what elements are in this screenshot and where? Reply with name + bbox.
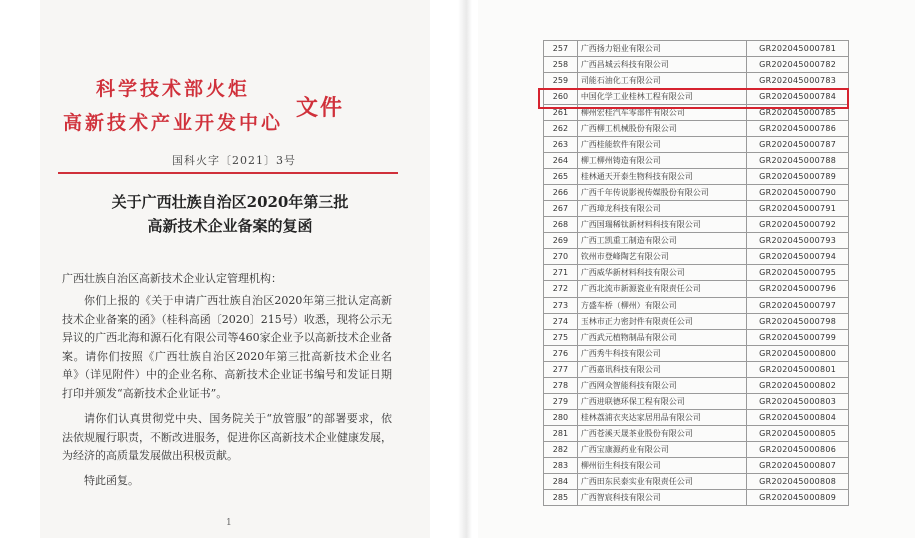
company-name: 广西北流市新源瓷业有限责任公司	[577, 281, 746, 297]
row-number: 280	[544, 409, 578, 425]
certificate-code: GR202045000781	[747, 41, 849, 57]
table-row	[544, 313, 849, 329]
document-number: 国科火字〔2021〕3号	[172, 154, 296, 167]
table-row	[544, 425, 849, 441]
company-name: 柳州宏桂汽车零部件有限公司	[577, 105, 746, 121]
row-number: 277	[544, 361, 578, 377]
row-number: 271	[544, 265, 578, 281]
table-row	[544, 201, 849, 217]
page-divider	[458, 0, 472, 538]
table-row	[544, 185, 849, 201]
page-number: 1	[226, 518, 232, 528]
company-name: 柳工柳州铸造有限公司	[577, 153, 746, 169]
certificate-code: GR202045000793	[747, 233, 849, 249]
red-rule-divider	[58, 172, 398, 174]
table-row	[544, 377, 849, 393]
company-name: 广西威华新材料科技有限公司	[577, 265, 746, 281]
row-number: 284	[544, 473, 578, 489]
table-row	[544, 169, 849, 185]
company-name: 广西嘉讯科技有限公司	[577, 361, 746, 377]
company-name: 广西国瑞稀钛新材料科技有限公司	[577, 217, 746, 233]
certificate-code: GR202045000789	[747, 169, 849, 185]
issuer-header	[58, 72, 288, 140]
body-paragraph-2: 请你们认真贯彻党中央、国务院关于“放管服”的部署要求，依法依规履行职责，不断改进服务，促进你区高新技术企业健康发展，为经济的高质量发展做出积极贡献。	[62, 412, 392, 462]
row-number: 278	[544, 377, 578, 393]
row-number: 261	[544, 105, 578, 121]
company-name: 广西柳工机械股份有限公司	[577, 121, 746, 137]
table-row	[544, 473, 849, 489]
title-line-1: 关于广西壮族自治区2020年第三批	[111, 193, 349, 211]
row-number: 266	[544, 185, 578, 201]
certificate-code: GR202045000803	[747, 393, 849, 409]
row-number: 283	[544, 457, 578, 473]
certificate-code: GR202045000782	[747, 57, 849, 73]
certificate-code: GR202045000802	[747, 377, 849, 393]
highlight-box	[538, 88, 849, 109]
row-number: 258	[544, 57, 578, 73]
table-row	[544, 281, 849, 297]
table-row	[544, 217, 849, 233]
enterprise-registry-table	[543, 40, 849, 506]
table-row	[544, 153, 849, 169]
table-row	[544, 249, 849, 265]
certificate-code: GR202045000804	[747, 409, 849, 425]
certificate-code: GR202045000784	[747, 89, 849, 105]
company-name: 广西秀牛科技有限公司	[577, 345, 746, 361]
row-number: 281	[544, 425, 578, 441]
table-row	[544, 57, 849, 73]
row-number: 276	[544, 345, 578, 361]
row-number: 279	[544, 393, 578, 409]
issuer-line-2: 高新技术产业开发中心	[62, 112, 283, 134]
row-number: 272	[544, 281, 578, 297]
row-number: 259	[544, 73, 578, 89]
certificate-code: GR202045000783	[747, 73, 849, 89]
certificate-code: GR202045000790	[747, 185, 849, 201]
body-paragraph-1: 你们上报的《关于申请广西壮族自治区2020年第三批认定高新技术企业备案的函》（桂科高函〔2020〕215号）收悉，现将公示无异议的广西北海和源石化有限公司等460家企业予以高新技术企业备案。请你们按照《广西壮族自治区2020年第三批高新技术企业名单》（详见附件）中的企业名称、高新技术企业证书编号和发证日期打印并颁发“高新技术企业证书”。	[62, 294, 392, 400]
row-number: 268	[544, 217, 578, 233]
certificate-code: GR202045000797	[747, 297, 849, 313]
row-number: 263	[544, 137, 578, 153]
company-name: 广西扬力铝业有限公司	[577, 41, 746, 57]
salutation: 广西壮族自治区高新技术企业认定管理机构：	[62, 272, 282, 285]
row-number: 273	[544, 297, 578, 313]
company-name: 广西进联德环保工程有限公司	[577, 393, 746, 409]
certificate-code: GR202045000785	[747, 105, 849, 121]
company-name: 广西智宸科技有限公司	[577, 489, 746, 505]
body-paragraph-3: 特此函复。	[84, 474, 139, 487]
company-name: 广西璋龙科技有限公司	[577, 201, 746, 217]
company-name: 钦州市登峰陶艺有限公司	[577, 249, 746, 265]
company-name: 桂林荔浦衣夹达家居用品有限公司	[577, 409, 746, 425]
certificate-code: GR202045000801	[747, 361, 849, 377]
row-number: 267	[544, 201, 578, 217]
issuer-suffix: 文件	[296, 95, 345, 121]
table-row	[544, 233, 849, 249]
row-number: 264	[544, 153, 578, 169]
company-name: 中国化学工业桂林工程有限公司	[577, 89, 746, 105]
row-number: 274	[544, 313, 578, 329]
table-row	[544, 393, 849, 409]
row-number: 260	[544, 89, 578, 105]
table-row	[544, 41, 849, 57]
certificate-code: GR202045000788	[747, 153, 849, 169]
company-name: 柳州衍生科技有限公司	[577, 457, 746, 473]
table-row	[544, 457, 849, 473]
certificate-code: GR202045000807	[747, 457, 849, 473]
certificate-code: GR202045000799	[747, 329, 849, 345]
company-name: 广西网众智能科技有限公司	[577, 377, 746, 393]
row-number: 282	[544, 441, 578, 457]
company-name: 广西昌城云科技有限公司	[577, 57, 746, 73]
certificate-code: GR202045000800	[747, 345, 849, 361]
certificate-code: GR202045000786	[747, 121, 849, 137]
company-name: 广西武元植物制品有限公司	[577, 329, 746, 345]
certificate-code: GR202045000787	[747, 137, 849, 153]
certificate-code: GR202045000806	[747, 441, 849, 457]
table-row	[544, 409, 849, 425]
company-name: 广西宝康源药业有限公司	[577, 441, 746, 457]
certificate-code: GR202045000792	[747, 217, 849, 233]
certificate-code: GR202045000794	[747, 249, 849, 265]
company-name: 广西桂能软件有限公司	[577, 137, 746, 153]
company-name: 桂林通天开泰生物科技有限公司	[577, 169, 746, 185]
table-row	[544, 329, 849, 345]
company-name: 广西工凯重工制造有限公司	[577, 233, 746, 249]
table-row	[544, 441, 849, 457]
company-name: 司能石油化工有限公司	[577, 73, 746, 89]
certificate-code: GR202045000805	[747, 425, 849, 441]
table-row	[544, 361, 849, 377]
certificate-code: GR202045000791	[747, 201, 849, 217]
table-row	[544, 137, 849, 153]
document-title	[70, 190, 390, 238]
table-row	[544, 489, 849, 505]
table-row	[544, 121, 849, 137]
certificate-code: GR202045000808	[747, 473, 849, 489]
row-number: 270	[544, 249, 578, 265]
company-name: 广西千年传说影视传媒股份有限公司	[577, 185, 746, 201]
certificate-code: GR202045000795	[747, 265, 849, 281]
row-number: 265	[544, 169, 578, 185]
company-name: 广西田东民泰实业有限责任公司	[577, 473, 746, 489]
table-row	[544, 345, 849, 361]
row-number: 285	[544, 489, 578, 505]
company-name: 广西苍溪天晟茶业股份有限公司	[577, 425, 746, 441]
row-number: 262	[544, 121, 578, 137]
certificate-code: GR202045000809	[747, 489, 849, 505]
company-name: 方盛车桥（柳州）有限公司	[577, 297, 746, 313]
table-row	[544, 297, 849, 313]
table-row	[544, 265, 849, 281]
certificate-code: GR202045000796	[747, 281, 849, 297]
row-number: 269	[544, 233, 578, 249]
table-row	[544, 73, 849, 89]
certificate-code: GR202045000798	[747, 313, 849, 329]
company-name: 玉林市正力密封件有限责任公司	[577, 313, 746, 329]
title-line-2: 高新技术企业备案的复函	[147, 217, 313, 235]
row-number: 275	[544, 329, 578, 345]
issuer-line-1: 科学技术部火炬	[95, 78, 250, 100]
row-number: 257	[544, 41, 578, 57]
